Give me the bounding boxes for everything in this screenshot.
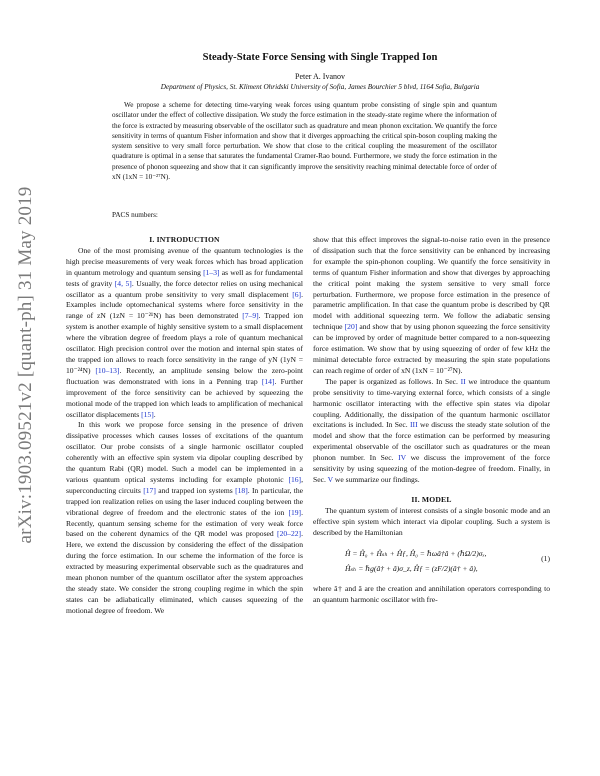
paper-title: Steady-State Force Sensing with Single Trapped Ion — [202, 52, 438, 63]
citation[interactable]: [7–9] — [242, 311, 259, 321]
intro-paragraph-2: In this work we propose force sensing in the presence of driven dissipative processes which causes losses of excitations of the quantum oscillator. Our probe consists of a single harmonic oscillator coupled coherently with an effective spin system via dipolar coupling described by the quantum Rabi (QR) model. Such a model can be implemented in a various quantum optical systems including for example photonic [16], superconducting circuits [17] and trapped ion systems [18]. In particular, the trapped ion realization relies on using the laser induced coupling between the vibrational degree of freedom and the electronic states of the ion [19]. Recently, quantum sensing scheme for the estimation of very weak force based on the coherent dynamics of the QR model was proposed [20–22]. Here, we extend the discussion by considering the effect of the dissipation during the force estimation. In our scheme the information of the force is extracted by measuring experimental observable such as the quadratures and mean phonon number of the quantum oscillator after the system approaches the steady state. We consider the strong coupling regime in which the spin states can be adiabatically eliminated, which causes squeezing of the motional degree of freedom. We — [66, 420, 303, 615]
citation[interactable]: [1–3] — [203, 267, 220, 277]
citation[interactable]: [14] — [261, 376, 275, 386]
author: Peter A. Ivanov — [295, 72, 345, 81]
section-ref[interactable]: V — [327, 474, 333, 484]
citation[interactable]: [4, 5] — [114, 278, 132, 288]
equation-line-1: Ĥ = Ĥ₀ + Ĥₛₕ + Ĥƒ, Ĥ₀ = ℏωâ†â + (ℏΩ/2)σₓ, — [345, 548, 487, 558]
intro-paragraph-3: show that this effect improves the signal-to-noise ratio even in the presence of dissipation such that the force sensitivity can be enhanced by increasing for example the spin-phonon coupling. We quantify the force sensitivity in terms of quantum Fisher information and show that diverges by approaching the critical point making the system sensitive to very small force perturbation. Furthermore, we propose force estimation in the presence of parametric amplification. In that case the quantum probe is described by QR model with additional squeezing term. We follow the adiabatic sensing technique [20] and show that by using phonon squeezing the force sensitivity can be improved by order of magnitude better compared to a non-squeezing force estimation. We show that by using squeezing of order of few kHz the minimal detectable force extracted by measuring the spin state populations can reach regime of order of xN (1xN = 10⁻²⁷N). — [313, 235, 550, 375]
citation[interactable]: [20–22] — [277, 529, 302, 539]
intro-paragraph-4: The paper is organized as follows. In Sec. II we introduce the quantum probe sensitivity to time-varying external force, which consists of a single harmonic oscillator interacting with the effective spin states via dipolar coupling. Additionally, the dissipation of the quantum harmonic oscillator excitations is included. In Sec. III we discuss the steady state solution of the model and show that the force estimation can be performed by measuring experimental observable of the oscillator such as quadratures or the mean phonon number. In Sec. IV we discuss the improvement of the force sensitivity by using squeezing of the motion-degree of freedom. Finally, in Sec. V we summarize our findings. — [313, 376, 550, 484]
section-heading-model: II. MODEL — [411, 494, 452, 504]
abstract: We propose a scheme for detecting time-varying weak forces using quantum probe consisting of single spin and quantum oscillator under the effect of collective dissipation. We study the force estimation in the steady-state regime where the information of the force is extracted by measuring observable of the oscillator such as quadrature and mean phonon excitation. We quantify the force sensitivity in terms of quantum Fisher information and show that it diverges approaching the critical spin-boson coupling making the system sensitive to very small force perturbation. We show that close to the critical coupling the measurement of the oscillator quadrature is optimal in a sense that saturates the fundamental Cramer-Rao bound. Furthermore, we study the force estimation in the presence of phonon squeezing and show that it can significantly improve the sensitivity reaching minimal detectable force of order of xN (1xN = 10⁻²⁷N). — [112, 101, 497, 182]
left-column — [66, 235, 303, 617]
equation-number: (1) — [541, 554, 550, 564]
section-ref[interactable]: III — [410, 420, 418, 430]
equation-line-2: Ĥₛₕ = ℏg(â† + â)σ_z, Ĥƒ = (zF/2)(â† + â), — [345, 563, 478, 573]
citation[interactable]: [17] — [143, 485, 156, 495]
section-ref[interactable]: II — [460, 376, 466, 386]
section-ref[interactable]: IV — [398, 453, 406, 463]
citation[interactable]: [16] — [288, 474, 302, 484]
model-paragraph-1: The quantum system of interest consists of a single bosonic mode and an effective spin system which interact via dipolar coupling. Such a system is described by the Hamiltonian — [313, 505, 550, 537]
citation[interactable]: [20] — [344, 322, 358, 332]
intro-paragraph-1: One of the most promising avenue of the quantum technologies is the high precise measurements of very weak forces which has broad application in quantum metrology and quantum sensing [1–3] as well as for fundamental tests of gravity [4, 5]. Usually, the force detector relies on using mechanical oscillator as a quantum probe sensitivity to very small displacement [6]. Examples include optomechanical systems where force sensitivity in the range of zN (1zN = 10⁻²¹N) has been demonstrated [7–9]. Trapped ion system is another example of highly sensitive system to a small displacement where the vibration degree of freedom plays a role of quantum mechanical oscillator. High precision control over the motion and internal spin states of the trapped ion allows to reach force sensitivity in the range of yN (1yN = 10⁻²⁴N) [10–13]. Recently, an amplitude sensing below the zero-point fluctuation was demonstrated with ions in a Penning trap [14]. Further improvement of the force sensitivity can be achieved by squeezing the motional mode of the trapped ion which leads to amplification of mechanical oscillator displacements [15]. — [66, 245, 304, 419]
citation[interactable]: [6] — [292, 289, 302, 299]
citation[interactable]: [10–13] — [95, 365, 120, 375]
pacs-numbers: PACS numbers: — [112, 211, 158, 219]
right-column — [313, 235, 550, 606]
equation-1 — [313, 546, 550, 576]
section-heading-introduction: I. INTRODUCTION — [149, 235, 220, 244]
arxiv-identifier: arXiv:1903.09521v2 [quant-ph] 31 May 2019 — [15, 186, 36, 544]
citation[interactable]: [15] — [141, 409, 154, 419]
affiliation: Department of Physics, St. Kliment Ohridski University of Sofia, James Bourchier 5 blvd, 1164 Sofia, Bulgaria — [160, 83, 480, 91]
model-paragraph-2: where â† and â are the creation and annihilation operators corresponding to an quantum harmonic oscillator with fre- — [313, 584, 550, 605]
citation[interactable]: [19] — [288, 507, 302, 517]
citation[interactable]: [18] — [235, 485, 248, 495]
